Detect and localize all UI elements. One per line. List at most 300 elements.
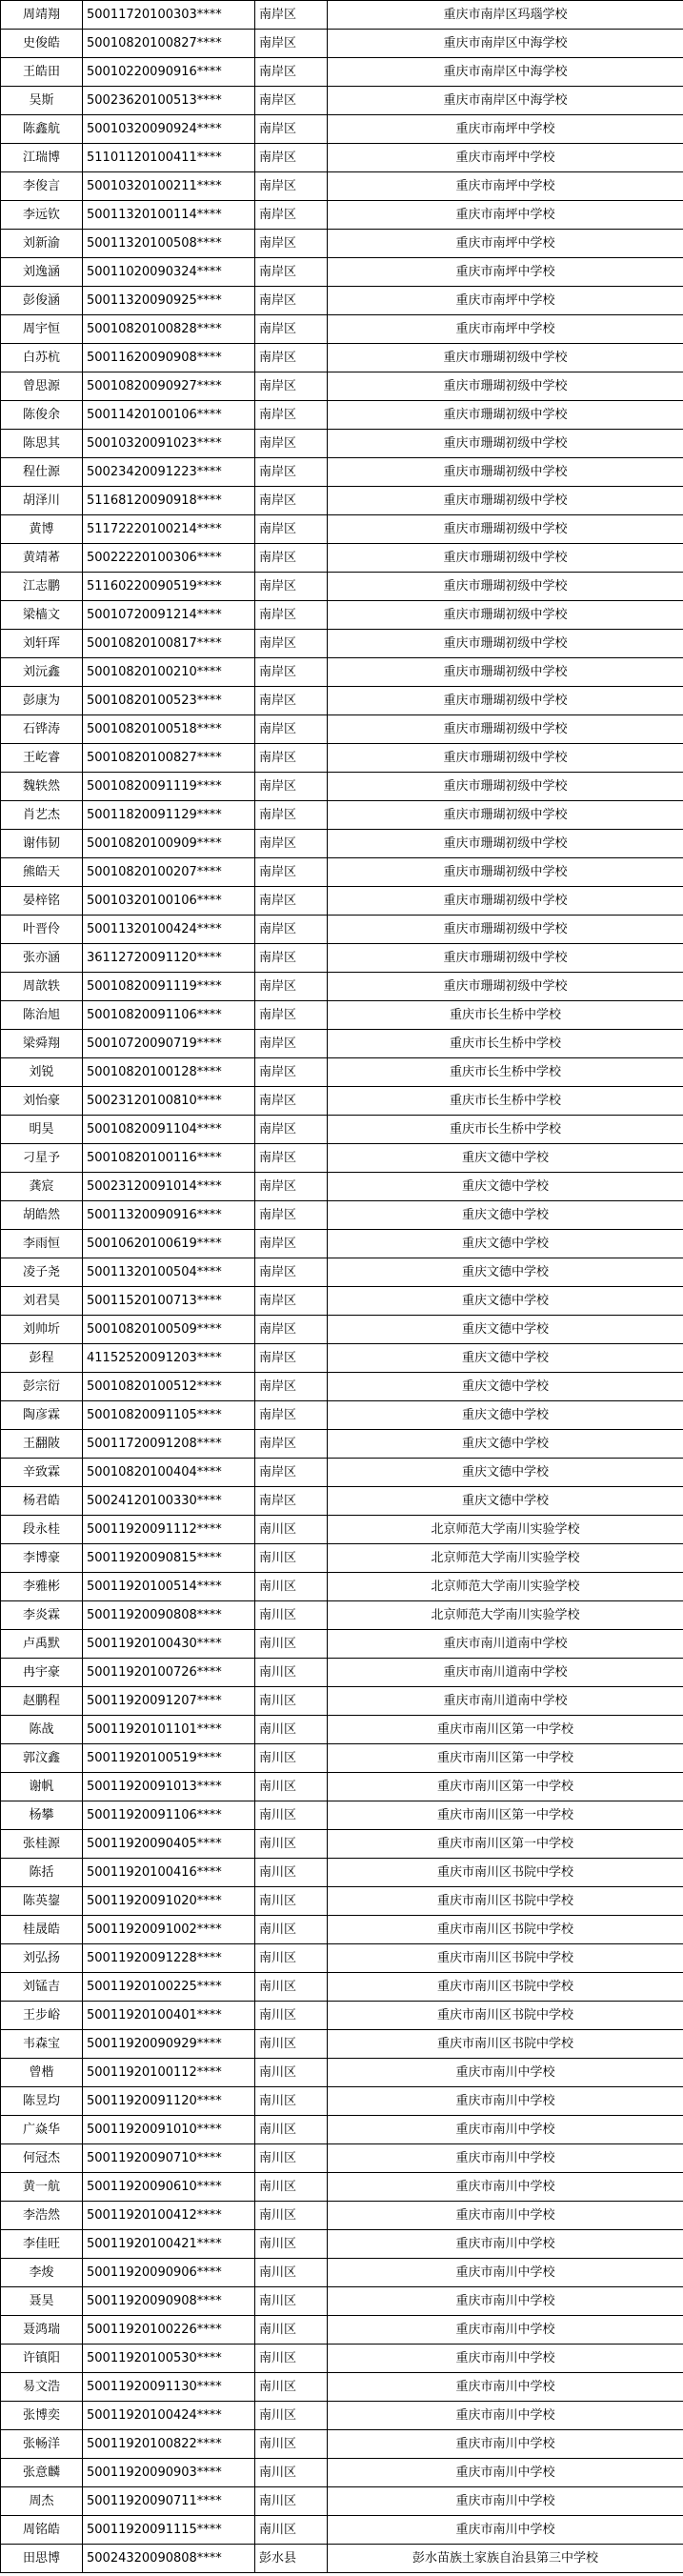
student-name-cell: 陈英鋆 <box>1 1887 83 1916</box>
district-cell: 南川区 <box>255 1859 328 1887</box>
table-row <box>1 372 683 401</box>
student-id-cell: 50010820090927**** <box>83 372 255 401</box>
student-name-cell: 陈昱均 <box>1 2087 83 2116</box>
student-name-cell: 李佳旺 <box>1 2230 83 2259</box>
table-row <box>1 1344 683 1373</box>
district-cell: 南川区 <box>255 2287 328 2316</box>
student-name-cell: 周宇恒 <box>1 315 83 344</box>
district-cell: 南岸区 <box>255 1430 328 1459</box>
student-name-cell: 刘锰吉 <box>1 1973 83 2002</box>
student-id-cell: 50011320100424**** <box>83 916 255 944</box>
school-cell: 重庆市南川中学校 <box>328 2316 683 2345</box>
school-cell: 重庆市南川中学校 <box>328 2202 683 2230</box>
student-id-cell: 50011320090925**** <box>83 287 255 315</box>
district-cell: 南岸区 <box>255 715 328 744</box>
district-cell: 南川区 <box>255 2230 328 2259</box>
table-row <box>1 1030 683 1058</box>
district-cell: 南川区 <box>255 1687 328 1716</box>
student-id-cell: 50011920100401**** <box>83 2002 255 2030</box>
table-row <box>1 1487 683 1516</box>
district-cell: 南岸区 <box>255 601 328 630</box>
student-id-cell: 50011920091002**** <box>83 1916 255 1944</box>
district-cell: 南岸区 <box>255 1344 328 1373</box>
district-cell: 南岸区 <box>255 1 328 30</box>
district-cell: 南岸区 <box>255 658 328 687</box>
student-id-cell: 50011920090906**** <box>83 2259 255 2287</box>
district-cell: 南川区 <box>255 1916 328 1944</box>
district-cell: 南岸区 <box>255 1373 328 1401</box>
school-cell: 重庆文德中学校 <box>328 1344 683 1373</box>
district-cell: 南川区 <box>255 1944 328 1973</box>
table-row <box>1 58 683 87</box>
school-cell: 重庆市南川中学校 <box>328 2173 683 2202</box>
district-cell: 南川区 <box>255 2087 328 2116</box>
student-id-cell: 50011920100530**** <box>83 2345 255 2373</box>
student-id-cell: 50011920100514**** <box>83 1573 255 1601</box>
student-name-cell: 周铭皓 <box>1 2516 83 2545</box>
school-cell: 重庆市南川区书院中学校 <box>328 1859 683 1887</box>
school-cell: 彭水苗族土家族自治县第三中学校 <box>328 2545 683 2573</box>
district-cell: 南川区 <box>255 2402 328 2430</box>
student-name-cell: 晏梓铭 <box>1 887 83 916</box>
school-cell: 重庆市南川区书院中学校 <box>328 2030 683 2059</box>
student-id-cell: 50010720090719**** <box>83 1030 255 1058</box>
school-cell: 重庆文德中学校 <box>328 1487 683 1516</box>
school-cell: 重庆市南川中学校 <box>328 2373 683 2402</box>
district-cell: 南岸区 <box>255 401 328 430</box>
student-id-cell: 50010820091119**** <box>83 973 255 1001</box>
table-row <box>1 1430 683 1459</box>
student-id-cell: 36112720091120**** <box>83 944 255 973</box>
school-cell: 重庆市珊瑚初级中学校 <box>328 544 683 573</box>
district-cell: 南川区 <box>255 2345 328 2373</box>
student-id-cell: 50010320090924**** <box>83 115 255 144</box>
school-cell: 重庆文德中学校 <box>328 1401 683 1430</box>
table-row <box>1 858 683 887</box>
student-name-cell: 刁星予 <box>1 1144 83 1173</box>
student-id-cell: 50010820100523**** <box>83 687 255 715</box>
table-row <box>1 573 683 601</box>
school-cell: 重庆市南川道南中学校 <box>328 1630 683 1659</box>
student-name-cell: 刘逸涵 <box>1 258 83 287</box>
student-name-cell: 张博奕 <box>1 2402 83 2430</box>
student-id-cell: 50011920100430**** <box>83 1630 255 1659</box>
table-row <box>1 115 683 144</box>
table-row <box>1 1287 683 1316</box>
table-row <box>1 773 683 801</box>
school-cell: 重庆市南川区书院中学校 <box>328 1973 683 2002</box>
table-row <box>1 2402 683 2430</box>
school-cell: 重庆文德中学校 <box>328 1230 683 1258</box>
school-cell: 重庆市南坪中学校 <box>328 115 683 144</box>
district-cell: 南岸区 <box>255 287 328 315</box>
district-cell: 南岸区 <box>255 944 328 973</box>
student-name-cell: 刘新渝 <box>1 230 83 258</box>
district-cell: 南岸区 <box>255 258 328 287</box>
student-name-cell: 王翻陂 <box>1 1430 83 1459</box>
table-row <box>1 744 683 773</box>
student-name-cell: 杨君皓 <box>1 1487 83 1516</box>
student-id-cell: 50011920091010**** <box>83 2116 255 2144</box>
student-id-cell: 50010820091119**** <box>83 773 255 801</box>
student-name-cell: 赵鹏程 <box>1 1687 83 1716</box>
student-id-cell: 50011920100726**** <box>83 1659 255 1687</box>
district-cell: 南川区 <box>255 1659 328 1687</box>
school-cell: 重庆市长生桥中学校 <box>328 1058 683 1087</box>
district-cell: 南岸区 <box>255 858 328 887</box>
student-id-cell: 50011920091207**** <box>83 1687 255 1716</box>
school-cell: 重庆市珊瑚初级中学校 <box>328 573 683 601</box>
district-cell: 南岸区 <box>255 1316 328 1344</box>
school-cell: 重庆市珊瑚初级中学校 <box>328 858 683 887</box>
table-row <box>1 1887 683 1916</box>
district-cell: 南川区 <box>255 2430 328 2459</box>
student-id-cell: 41152520091203**** <box>83 1344 255 1373</box>
table-row <box>1 1687 683 1716</box>
student-id-cell: 50011320090916**** <box>83 1201 255 1230</box>
student-name-cell: 刘怡豪 <box>1 1087 83 1116</box>
school-cell: 重庆市南川中学校 <box>328 2059 683 2087</box>
school-cell: 重庆市南川区第一中学校 <box>328 1716 683 1744</box>
table-row <box>1 1973 683 2002</box>
school-cell: 重庆文德中学校 <box>328 1173 683 1201</box>
student-id-cell: 50011920100225**** <box>83 1973 255 2002</box>
student-id-cell: 50010320100211**** <box>83 172 255 201</box>
school-cell: 重庆市长生桥中学校 <box>328 1116 683 1144</box>
district-cell: 南岸区 <box>255 1144 328 1173</box>
school-cell: 重庆市南川区书院中学校 <box>328 1916 683 1944</box>
school-cell: 重庆市南川中学校 <box>328 2116 683 2144</box>
student-id-cell: 50010820100827**** <box>83 744 255 773</box>
school-cell: 重庆市南岸区中海学校 <box>328 30 683 58</box>
student-id-cell: 50010220090916**** <box>83 58 255 87</box>
table-row <box>1 2202 683 2230</box>
table-row <box>1 230 683 258</box>
student-name-cell: 周杰 <box>1 2487 83 2516</box>
table-row <box>1 2487 683 2516</box>
school-cell: 重庆文德中学校 <box>328 1373 683 1401</box>
district-cell: 南岸区 <box>255 1401 328 1430</box>
table-row <box>1 801 683 830</box>
school-cell: 重庆市南川区第一中学校 <box>328 1773 683 1801</box>
school-cell: 重庆文德中学校 <box>328 1430 683 1459</box>
district-cell: 南岸区 <box>255 773 328 801</box>
student-name-cell: 陈鑫航 <box>1 115 83 144</box>
student-id-cell: 50010820100827**** <box>83 30 255 58</box>
district-cell: 南岸区 <box>255 1230 328 1258</box>
district-cell: 南岸区 <box>255 58 328 87</box>
student-id-cell: 50011920090815**** <box>83 1544 255 1573</box>
school-cell: 重庆市珊瑚初级中学校 <box>328 658 683 687</box>
student-id-cell: 50011320100508**** <box>83 230 255 258</box>
table-row <box>1 1316 683 1344</box>
student-name-cell: 彭康为 <box>1 687 83 715</box>
table-row <box>1 1 683 30</box>
student-name-cell: 吴斯 <box>1 87 83 115</box>
student-name-cell: 刘轩珲 <box>1 630 83 658</box>
student-id-cell: 50011420100106**** <box>83 401 255 430</box>
district-cell: 南岸区 <box>255 1258 328 1287</box>
student-name-cell: 王步峪 <box>1 2002 83 2030</box>
student-id-cell: 51160220090519**** <box>83 573 255 601</box>
student-name-cell: 谢帆 <box>1 1773 83 1801</box>
student-id-cell: 50011920091228**** <box>83 1944 255 1973</box>
student-id-cell: 50011920090711**** <box>83 2487 255 2516</box>
school-cell: 重庆市南川区书院中学校 <box>328 1944 683 1973</box>
student-name-cell: 卢禹默 <box>1 1630 83 1659</box>
district-cell: 南岸区 <box>255 687 328 715</box>
student-name-cell: 王皓田 <box>1 58 83 87</box>
table-row <box>1 2516 683 2545</box>
table-row <box>1 2173 683 2202</box>
school-cell: 重庆市南川道南中学校 <box>328 1659 683 1687</box>
district-cell: 南岸区 <box>255 515 328 544</box>
student-name-cell: 程仕源 <box>1 458 83 487</box>
student-id-cell: 50011920091130**** <box>83 2373 255 2402</box>
table-row <box>1 1258 683 1287</box>
student-name-cell: 易文浩 <box>1 2373 83 2402</box>
table-row <box>1 2030 683 2059</box>
table-row <box>1 2116 683 2144</box>
school-cell: 重庆市珊瑚初级中学校 <box>328 973 683 1001</box>
student-name-cell: 陈战 <box>1 1716 83 1744</box>
table-row <box>1 887 683 916</box>
school-cell: 重庆市长生桥中学校 <box>328 1087 683 1116</box>
district-cell: 南川区 <box>255 2202 328 2230</box>
district-cell: 南川区 <box>255 2173 328 2202</box>
student-name-cell: 韦森宝 <box>1 2030 83 2059</box>
student-name-cell: 李博豪 <box>1 1544 83 1573</box>
student-name-cell: 聂鸿瑞 <box>1 2316 83 2345</box>
school-cell: 重庆市珊瑚初级中学校 <box>328 801 683 830</box>
table-row <box>1 2144 683 2173</box>
table-row <box>1 1659 683 1687</box>
student-name-cell: 辛致霖 <box>1 1459 83 1487</box>
table-row <box>1 1859 683 1887</box>
district-cell: 南川区 <box>255 1630 328 1659</box>
student-id-cell: 50011920101101**** <box>83 1716 255 1744</box>
school-cell: 重庆市珊瑚初级中学校 <box>328 630 683 658</box>
student-id-cell: 50010820100817**** <box>83 630 255 658</box>
school-cell: 重庆市南坪中学校 <box>328 315 683 344</box>
student-id-cell: 50011720091208**** <box>83 1430 255 1459</box>
student-name-cell: 石铧涛 <box>1 715 83 744</box>
school-cell: 重庆市南川中学校 <box>328 2459 683 2487</box>
table-row <box>1 1544 683 1573</box>
student-id-cell: 50010820100404**** <box>83 1459 255 1487</box>
table-row <box>1 1916 683 1944</box>
district-cell: 南川区 <box>255 2002 328 2030</box>
district-cell: 南岸区 <box>255 830 328 858</box>
student-name-cell: 张桂源 <box>1 1830 83 1859</box>
student-name-cell: 龚宸 <box>1 1173 83 1201</box>
district-cell: 南岸区 <box>255 916 328 944</box>
student-name-cell: 叶晋伶 <box>1 916 83 944</box>
school-cell: 重庆市珊瑚初级中学校 <box>328 715 683 744</box>
district-cell: 南岸区 <box>255 315 328 344</box>
table-row <box>1 1830 683 1859</box>
student-id-cell: 50011920100822**** <box>83 2430 255 2459</box>
table-row <box>1 315 683 344</box>
school-cell: 重庆市珊瑚初级中学校 <box>328 430 683 458</box>
student-name-cell: 刘帅圻 <box>1 1316 83 1344</box>
student-name-cell: 陶彦霖 <box>1 1401 83 1430</box>
student-id-cell: 50010820100509**** <box>83 1316 255 1344</box>
district-cell: 南川区 <box>255 2030 328 2059</box>
school-cell: 北京师范大学南川实验学校 <box>328 1516 683 1544</box>
table-row <box>1 1944 683 1973</box>
school-cell: 重庆市珊瑚初级中学校 <box>328 401 683 430</box>
district-cell: 南川区 <box>255 1716 328 1744</box>
student-id-cell: 50011720100303**** <box>83 1 255 30</box>
student-id-cell: 50010820100909**** <box>83 830 255 858</box>
school-cell: 重庆市南坪中学校 <box>328 258 683 287</box>
roster-body <box>1 1 683 2573</box>
table-row <box>1 2259 683 2287</box>
school-cell: 重庆市南川中学校 <box>328 2087 683 2116</box>
table-row <box>1 830 683 858</box>
district-cell: 南岸区 <box>255 1116 328 1144</box>
school-cell: 重庆市珊瑚初级中学校 <box>328 458 683 487</box>
student-id-cell: 51172220100214**** <box>83 515 255 544</box>
student-id-cell: 50010720091214**** <box>83 601 255 630</box>
district-cell: 南岸区 <box>255 1087 328 1116</box>
school-cell: 重庆文德中学校 <box>328 1316 683 1344</box>
student-id-cell: 50011920090610**** <box>83 2173 255 2202</box>
school-cell: 重庆市南川中学校 <box>328 2230 683 2259</box>
table-row <box>1 2087 683 2116</box>
student-name-cell: 李俊言 <box>1 172 83 201</box>
table-row <box>1 458 683 487</box>
student-name-cell: 魏轶然 <box>1 773 83 801</box>
student-name-cell: 谢伟韧 <box>1 830 83 858</box>
district-cell: 南川区 <box>255 1573 328 1601</box>
table-row <box>1 2545 683 2573</box>
student-name-cell: 刘弘扬 <box>1 1944 83 1973</box>
student-id-cell: 50011920091112**** <box>83 1516 255 1544</box>
student-id-cell: 50023420091223**** <box>83 458 255 487</box>
table-row <box>1 1087 683 1116</box>
school-cell: 重庆市南川中学校 <box>328 2430 683 2459</box>
school-cell: 重庆市南坪中学校 <box>328 172 683 201</box>
student-id-cell: 50011320100114**** <box>83 201 255 230</box>
table-row <box>1 1144 683 1173</box>
district-cell: 南岸区 <box>255 973 328 1001</box>
student-id-cell: 50023620100513**** <box>83 87 255 115</box>
district-cell: 南川区 <box>255 2144 328 2173</box>
student-id-cell: 50011620090908**** <box>83 344 255 372</box>
table-row <box>1 1001 683 1030</box>
table-row <box>1 1516 683 1544</box>
table-row <box>1 2430 683 2459</box>
student-id-cell: 50010620100619**** <box>83 1230 255 1258</box>
district-cell: 南岸区 <box>255 430 328 458</box>
student-name-cell: 胡泽川 <box>1 487 83 515</box>
student-id-cell: 50011320100504**** <box>83 1258 255 1287</box>
table-row <box>1 2230 683 2259</box>
student-name-cell: 刘沅鑫 <box>1 658 83 687</box>
district-cell: 南川区 <box>255 1773 328 1801</box>
student-id-cell: 50011920100226**** <box>83 2316 255 2345</box>
student-id-cell: 50011920090908**** <box>83 2287 255 2316</box>
student-id-cell: 50023120100810**** <box>83 1087 255 1116</box>
district-cell: 南岸区 <box>255 1001 328 1030</box>
student-id-cell: 51168120090918**** <box>83 487 255 515</box>
student-name-cell: 张畅洋 <box>1 2430 83 2459</box>
district-cell: 南川区 <box>255 1601 328 1630</box>
student-name-cell: 曾楷 <box>1 2059 83 2087</box>
district-cell: 南川区 <box>255 2373 328 2402</box>
district-cell: 南川区 <box>255 1887 328 1916</box>
table-row <box>1 258 683 287</box>
student-name-cell: 明昊 <box>1 1116 83 1144</box>
school-cell: 重庆市南川区第一中学校 <box>328 1801 683 1830</box>
student-name-cell: 胡皓然 <box>1 1201 83 1230</box>
district-cell: 彭水县 <box>255 2545 328 2573</box>
student-id-cell: 50011920100112**** <box>83 2059 255 2087</box>
student-name-cell: 彭俊涵 <box>1 287 83 315</box>
school-cell: 重庆市珊瑚初级中学校 <box>328 744 683 773</box>
district-cell: 南岸区 <box>255 887 328 916</box>
district-cell: 南岸区 <box>255 172 328 201</box>
student-id-cell: 50011920091013**** <box>83 1773 255 1801</box>
student-id-cell: 50010820100207**** <box>83 858 255 887</box>
student-id-cell: 50011920100416**** <box>83 1859 255 1887</box>
school-cell: 重庆市珊瑚初级中学校 <box>328 344 683 372</box>
district-cell: 南岸区 <box>255 201 328 230</box>
student-id-cell: 50024320090808**** <box>83 2545 255 2573</box>
student-id-cell: 50024120100330**** <box>83 1487 255 1516</box>
table-row <box>1 401 683 430</box>
student-name-cell: 彭宗衍 <box>1 1373 83 1401</box>
student-name-cell: 冉宇豪 <box>1 1659 83 1687</box>
school-cell: 重庆市南川中学校 <box>328 2144 683 2173</box>
student-name-cell: 田思博 <box>1 2545 83 2573</box>
student-id-cell: 50010320100106**** <box>83 887 255 916</box>
student-id-cell: 50011820091129**** <box>83 801 255 830</box>
school-cell: 重庆市珊瑚初级中学校 <box>328 773 683 801</box>
table-row <box>1 1230 683 1258</box>
table-row <box>1 1401 683 1430</box>
table-row <box>1 630 683 658</box>
table-row <box>1 1573 683 1601</box>
student-id-cell: 50010820100828**** <box>83 315 255 344</box>
table-row <box>1 2002 683 2030</box>
district-cell: 南岸区 <box>255 1459 328 1487</box>
student-name-cell: 陈治旭 <box>1 1001 83 1030</box>
school-cell: 重庆市南坪中学校 <box>328 230 683 258</box>
table-row <box>1 1630 683 1659</box>
school-cell: 北京师范大学南川实验学校 <box>328 1544 683 1573</box>
district-cell: 南岸区 <box>255 1487 328 1516</box>
student-id-cell: 50011920090903**** <box>83 2459 255 2487</box>
student-name-cell: 梁舜翔 <box>1 1030 83 1058</box>
student-name-cell: 段永桂 <box>1 1516 83 1544</box>
district-cell: 南岸区 <box>255 1201 328 1230</box>
student-id-cell: 50011920100421**** <box>83 2230 255 2259</box>
table-row <box>1 1116 683 1144</box>
district-cell: 南岸区 <box>255 1287 328 1316</box>
student-id-cell: 50022220100306**** <box>83 544 255 573</box>
district-cell: 南岸区 <box>255 487 328 515</box>
district-cell: 南川区 <box>255 2316 328 2345</box>
district-cell: 南川区 <box>255 2459 328 2487</box>
student-name-cell: 张意麟 <box>1 2459 83 2487</box>
table-row <box>1 2287 683 2316</box>
district-cell: 南川区 <box>255 1544 328 1573</box>
student-id-cell: 50011920090405**** <box>83 1830 255 1859</box>
student-name-cell: 江瑞博 <box>1 144 83 172</box>
